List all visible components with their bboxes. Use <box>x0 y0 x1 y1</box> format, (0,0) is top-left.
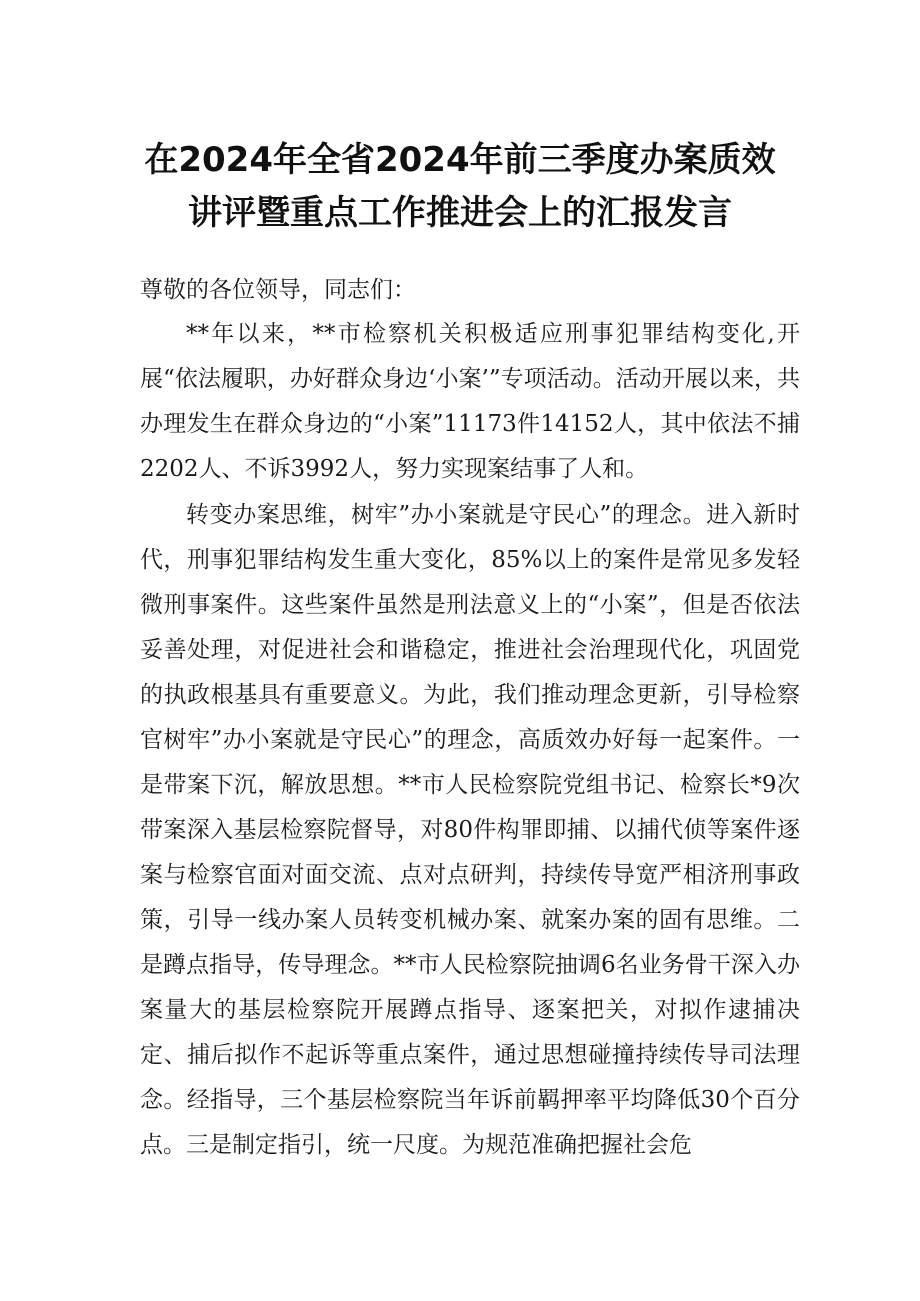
body-paragraph-2: 转变办案思维，树牢”办小案就是守民心”的理念。进入新时代，刑事犯罪结构发生重大变化，85%以上的案件是常见多发轻微刑事案件。这些案件虽然是刑法意义上的“小案”，但是否依法妥善处理，对促进社会和谐稳定，推进社会治理现代化，巩固党的执政根基具有重要意义。为此，我们推动理念更新，引导检察官树牢”办小案就是守民心”的理念，高质效办好每一起案件。一是带案下沉，解放思想。**市人民检察院党组书记、检察长*9次带案深入基层检察院督导，对80件构罪即捕、以捕代侦等案件逐案与检察官面对面交流、点对点研判，持续传导宽严相济刑事政策，引导一线办案人员转变机械办案、就案办案的固有思维。二是蹲点指导，传导理念。**市人民检察院抽调6名业务骨干深入办案量大的基层检察院开展蹲点指导、逐案把关，对拟作逮捕决定、捕后拟作不起诉等重点案件，通过思想碰撞持续传导司法理念。经指导，三个基层检察院当年诉前羁押率平均降低30个百分点。三是制定指引，统一尺度。为规范准确把握社会危 <box>140 502 800 1158</box>
document-title-line-1: 在2024年全省2024年前三季度办案质效 <box>144 140 776 180</box>
document-title-line-2: 讲评暨重点工作推进会上的汇报发言 <box>188 193 732 233</box>
greeting: 尊敬的各位领导，同志们： <box>140 277 416 303</box>
body-paragraph-1: **年以来，**市检察机关积极适应刑事犯罪结构变化,开展“依法履职，办好群众身边‘小案’”专项活动。活动开展以来，共办理发生在群众身边的“小案”11173件14152人，其中依法不捕2202人、不诉3992人，努力实现案结事了人和。 <box>140 321 800 482</box>
